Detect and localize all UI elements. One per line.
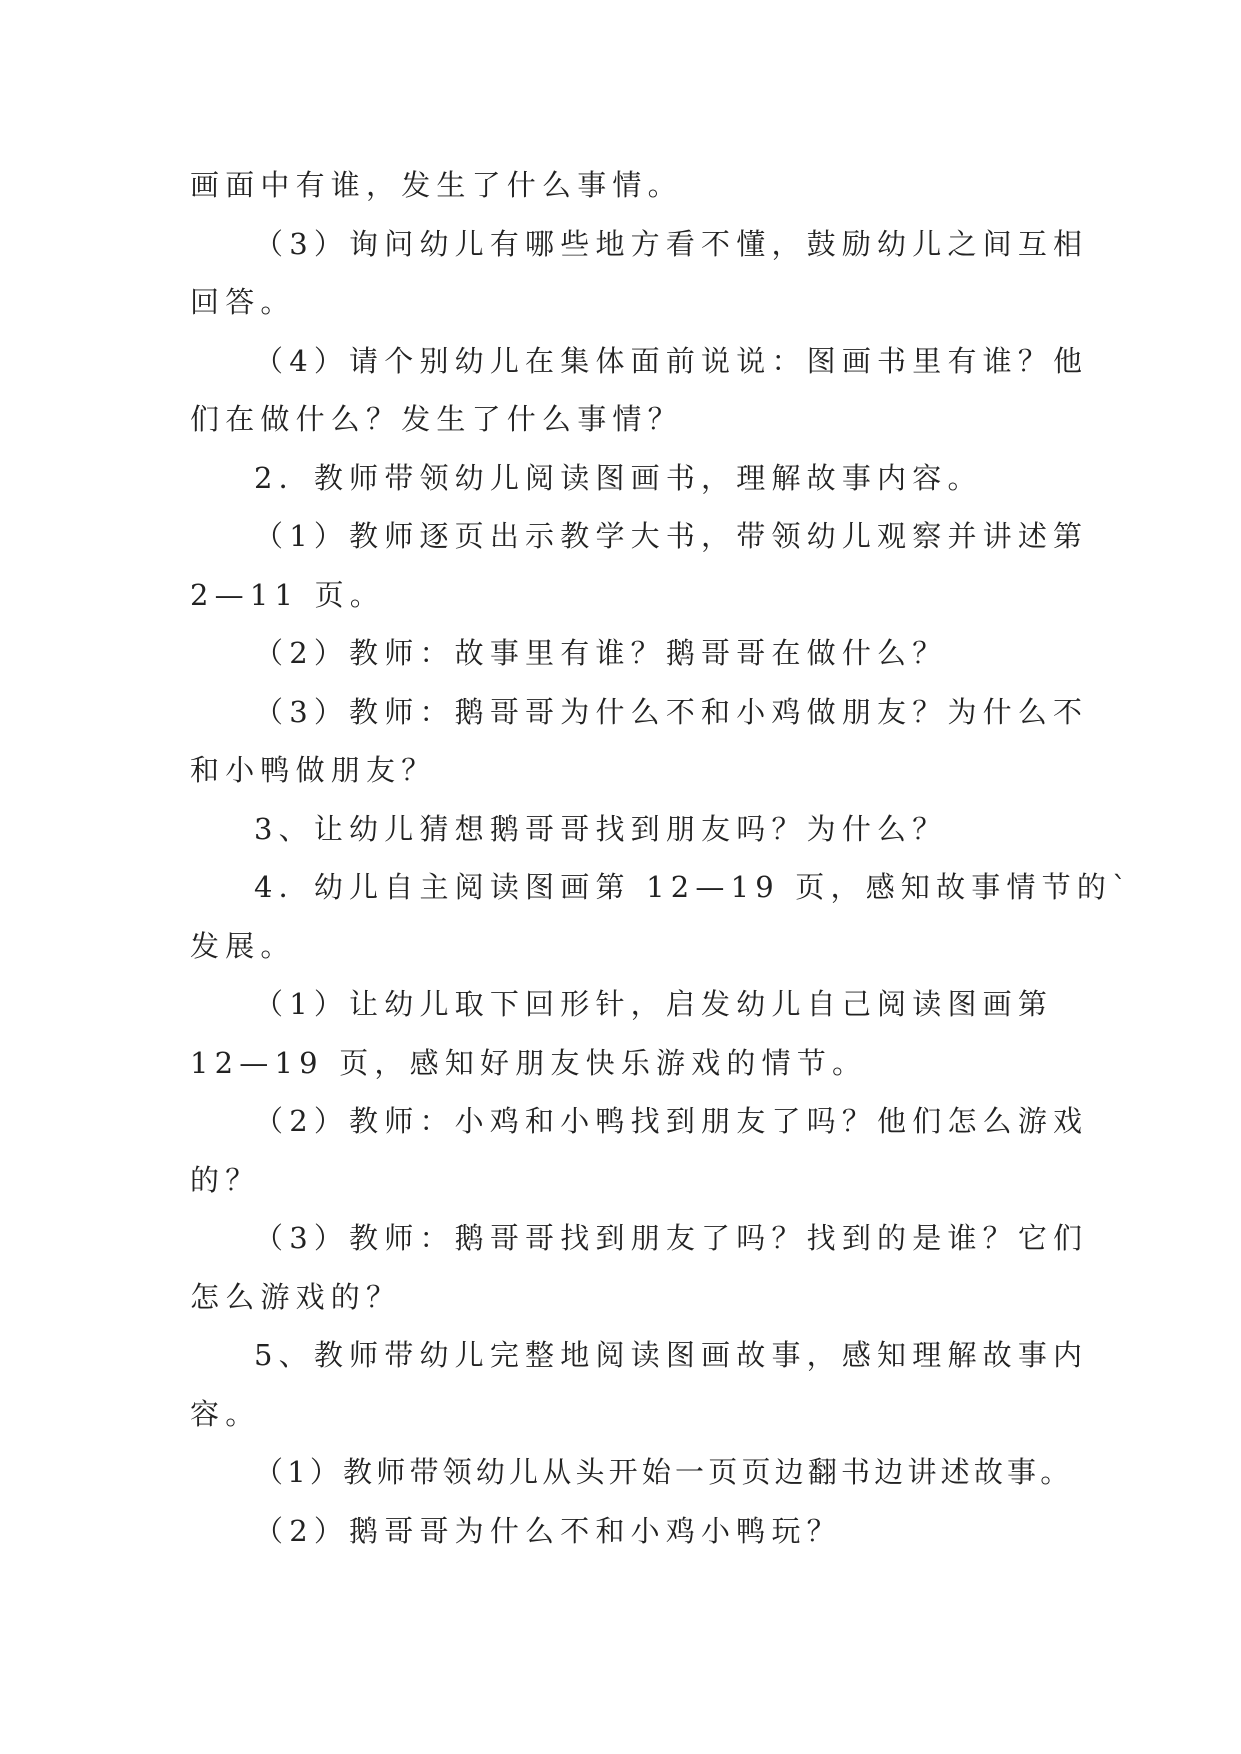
text-line: （1）让幼儿取下回形针，启发幼儿自己阅读图画第 [254, 987, 1054, 1021]
text-line: （2）鹅哥哥为什么不和小鸡小鸭玩？ [254, 1514, 842, 1548]
text-line: 3、让幼儿猜想鹅哥哥找到朋友吗？为什么？ [254, 812, 948, 846]
text-line: 2—11 页。 [190, 578, 385, 612]
text-line: 5、教师带幼儿完整地阅读图画故事，感知理解故事内 [254, 1338, 1089, 1372]
text-line: 怎么游戏的？ [190, 1280, 402, 1314]
text-line: 4．幼儿自主阅读图画第 12—19 页，感知故事情节的` [254, 870, 1133, 904]
text-line: 和小鸭做朋友？ [190, 753, 437, 787]
text-line: （2）教师：故事里有谁？鹅哥哥在做什么？ [254, 636, 948, 670]
text-line: 发展。 [190, 929, 296, 963]
text-line: 画面中有谁，发生了什么事情。 [190, 168, 683, 202]
text-line: 2．教师带领幼儿阅读图画书，理解故事内容。 [254, 461, 983, 495]
text-line: 回答。 [190, 285, 296, 319]
text-line: 们在做什么？发生了什么事情？ [190, 402, 683, 436]
text-line: （3）教师：鹅哥哥找到朋友了吗？找到的是谁？它们 [254, 1221, 1089, 1255]
text-line: （1）教师带领幼儿从头开始一页页边翻书边讲述故事。 [254, 1455, 1074, 1489]
text-line: （4）请个别幼儿在集体面前说说：图画书里有谁？他 [254, 344, 1089, 378]
text-line: （1）教师逐页出示教学大书，带领幼儿观察并讲述第 [254, 519, 1089, 553]
text-line: 12—19 页，感知好朋友快乐游戏的情节。 [190, 1046, 868, 1080]
text-line: （2）教师：小鸡和小鸭找到朋友了吗？他们怎么游戏 [254, 1104, 1089, 1138]
text-line: （3）询问幼儿有哪些地方看不懂，鼓励幼儿之间互相 [254, 227, 1089, 261]
text-line: 容。 [190, 1397, 261, 1431]
text-line: （3）教师：鹅哥哥为什么不和小鸡做朋友？为什么不 [254, 695, 1089, 729]
text-line: 的？ [190, 1163, 261, 1197]
